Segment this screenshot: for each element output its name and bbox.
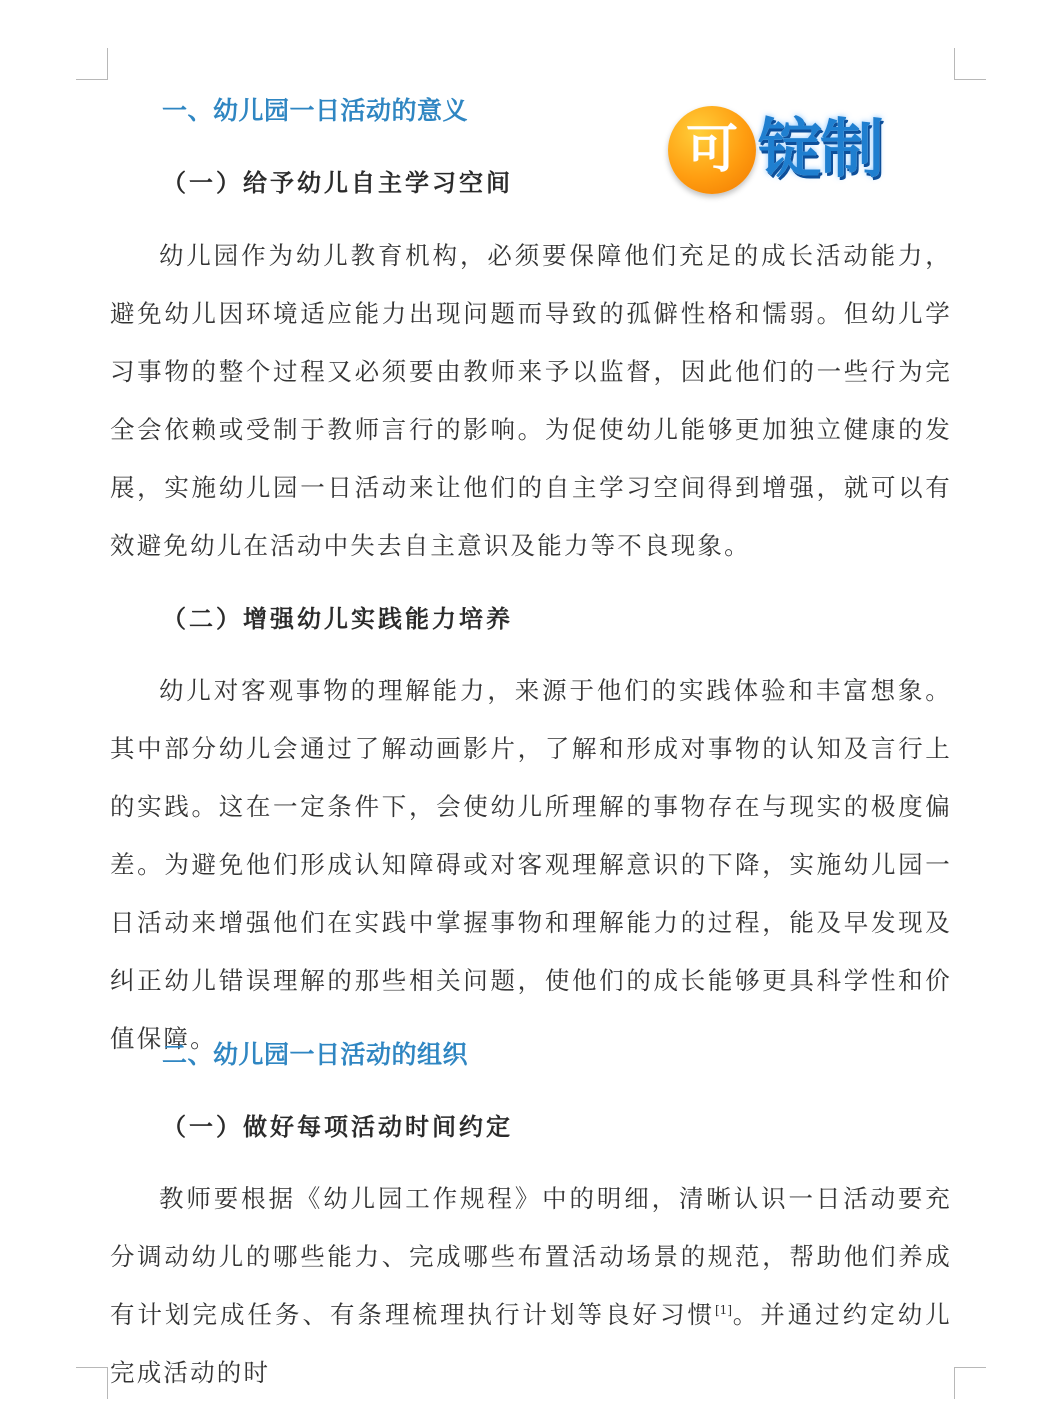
section-2-sub-1-paragraph bbox=[110, 1170, 952, 1402]
section-2-heading: 二、幼儿园一日活动的组织 bbox=[162, 1040, 469, 1069]
watermark-logo bbox=[668, 104, 913, 200]
section-1-sub-2-paragraph: 幼儿对客观事物的理解能力，来源于他们的实践体验和丰富想象。其中部分幼儿会通过了解动画影片，了解和形成对事物的认知及言行上的实践。这在一定条件下，会使幼儿所理解的事物存在与现实的极度偏差。为避免他们形成认知障碍或对客观理解意识的下降，实施幼儿园一日活动来增强他们在实践中掌握事物和理解能力的过程，能及早发现及纠正幼儿错误理解的那些相关问题，使他们的成长能够更具科学性和价值保障。 bbox=[110, 676, 952, 1053]
section-1-sub-2-heading: （二）增强幼儿实践能力培养 bbox=[162, 604, 513, 633]
paragraph-text-before-citation: 教师要根据《幼儿园工作规程》中的明细，清晰认识一日活动要充分调动幼儿的哪些能力、完成哪些布置活动场景的规范，帮助他们养成有计划完成任务、有条理梳理执行计划等良好习惯 bbox=[110, 1184, 952, 1329]
section-1-heading: 一、幼儿园一日活动的意义 bbox=[162, 96, 469, 125]
paragraph-text-after-citation: 。并通过约定幼儿完成活动的时 bbox=[110, 1300, 952, 1387]
watermark-badge: 可 bbox=[668, 106, 756, 194]
section-2-sub-1-heading: （一）做好每项活动时间约定 bbox=[162, 1112, 513, 1141]
section-1-sub-1-heading: （一）给予幼儿自主学习空间 bbox=[162, 168, 513, 197]
citation-marker[interactable]: [1] bbox=[715, 1302, 732, 1317]
watermark-text: 锭制 bbox=[758, 113, 882, 187]
section-1-sub-1-paragraph: 幼儿园作为幼儿教育机构，必须要保障他们充足的成长活动能力，避免幼儿因环境适应能力出现问题而导致的孤僻性格和懦弱。但幼儿学习事物的整个过程又必须要由教师来予以监督，因此他们的一些行为完全会依赖或受制于教师言行的影响。为促使幼儿能够更加独立健康的发展，实施幼儿园一日活动来让他们的自主学习空间得到增强，就可以有效避免幼儿在活动中失去自主意识及能力等不良现象。 bbox=[110, 241, 952, 560]
